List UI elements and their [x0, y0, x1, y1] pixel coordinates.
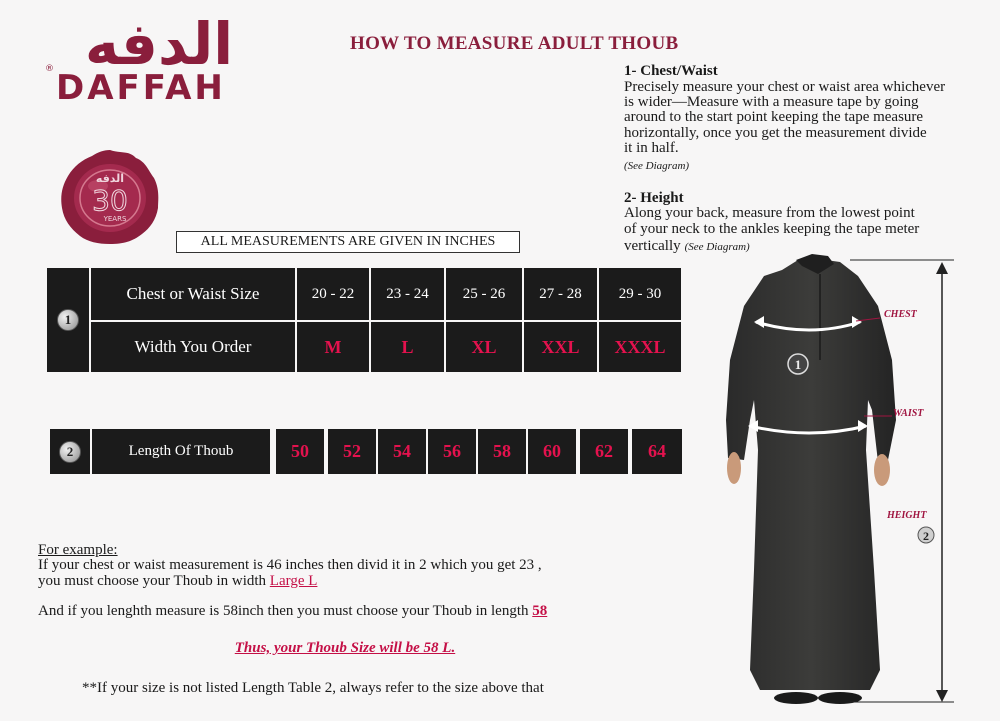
example-heading: For example:: [38, 542, 118, 558]
chest-waist-size-label: Chest or Waist Size: [91, 268, 295, 320]
logo-arabic: الدفه: [84, 10, 234, 78]
height-heading: 2- Height: [624, 190, 684, 206]
example-line-3: [38, 603, 547, 620]
waist-label: WAIST: [893, 408, 924, 419]
length-cell: 64: [632, 429, 682, 474]
large-l-highlight: Large L: [269, 573, 318, 589]
table1-marker-cell: [47, 268, 89, 372]
seal-text: الدفه: [95, 172, 125, 185]
diagram-marker-1: 1: [794, 357, 802, 372]
length-of-thoub-label: Length Of Thoub: [92, 429, 270, 474]
width-you-order-label: Width You Order: [91, 322, 295, 372]
chest-line: it in half.: [624, 140, 679, 156]
example-line-2-text: you must choose your Thoub in width: [38, 573, 270, 589]
chest-see-diagram-note: (See Diagram): [624, 160, 690, 172]
length-cell: 52: [328, 429, 376, 474]
width-size-cell: XL: [446, 322, 522, 372]
length-cell: 50: [276, 429, 324, 474]
chest-label: CHEST: [884, 309, 917, 320]
seal-years-label: YEARS: [103, 215, 127, 223]
width-size-cell: XXXL: [599, 322, 681, 372]
example-line-2: [38, 573, 317, 590]
table1-marker: 1: [57, 309, 79, 331]
length-58-highlight: 58: [532, 603, 548, 619]
chest-line: around to the start point keeping the tape measure: [624, 109, 924, 125]
size-range-cell: 29 - 30: [599, 268, 681, 320]
size-range-cell: 20 - 22: [297, 268, 369, 320]
length-cell: 60: [528, 429, 576, 474]
chest-line: Precisely measure your chest or waist area whichever: [624, 79, 946, 95]
thoub-model-figure: [720, 250, 1000, 721]
chest-heading: 1- Chest/Waist: [624, 63, 718, 79]
size-range-cell: 27 - 28: [524, 268, 597, 320]
measurement-units-note: ALL MEASUREMENTS ARE GIVEN IN INCHES: [176, 231, 520, 253]
wax-seal-icon: [58, 148, 162, 246]
logo-registered-mark: ®: [45, 64, 54, 74]
chest-line: horizontally, once you get the measurement divide: [624, 125, 927, 141]
diagram-marker-2: 2: [923, 529, 929, 543]
size-range-cell: 25 - 26: [446, 268, 522, 320]
length-cell: 56: [428, 429, 476, 474]
width-size-cell: XXL: [524, 322, 597, 372]
footnote: **If your size is not listed Length Table 2, always refer to the size above that: [82, 680, 544, 696]
length-cell: 58: [478, 429, 526, 474]
table2-marker: 2: [59, 441, 81, 463]
example-line-3-text: And if you lenghth measure is 58inch then you must choose your Thoub in length: [38, 603, 533, 619]
table2-marker-cell: [50, 429, 90, 474]
height-label: HEIGHT: [887, 510, 927, 521]
page-title: HOW TO MEASURE ADULT THOUB: [350, 33, 679, 54]
seal-years-number: 30: [92, 184, 128, 217]
height-line: of your neck to the ankles keeping the tape meter: [624, 221, 920, 237]
chest-line: is wider—Measure with a measure tape by going: [624, 94, 919, 110]
width-size-cell: M: [297, 322, 369, 372]
example-conclusion: Thus, your Thoub Size will be 58 L.: [234, 640, 456, 656]
size-range-cell: 23 - 24: [371, 268, 444, 320]
length-cell: 62: [580, 429, 628, 474]
height-line: Along your back, measure from the lowest point: [624, 205, 915, 221]
example-line-1: If your chest or waist measurement is 46 inches then divid it in 2 which you get 23 ,: [38, 557, 542, 573]
height-line: vertically: [624, 238, 681, 254]
length-cell: 54: [378, 429, 426, 474]
logo-latin: DAFFAH: [56, 68, 226, 108]
height-see-diagram-note: (See Diagram): [684, 241, 750, 253]
width-size-cell: L: [371, 322, 444, 372]
